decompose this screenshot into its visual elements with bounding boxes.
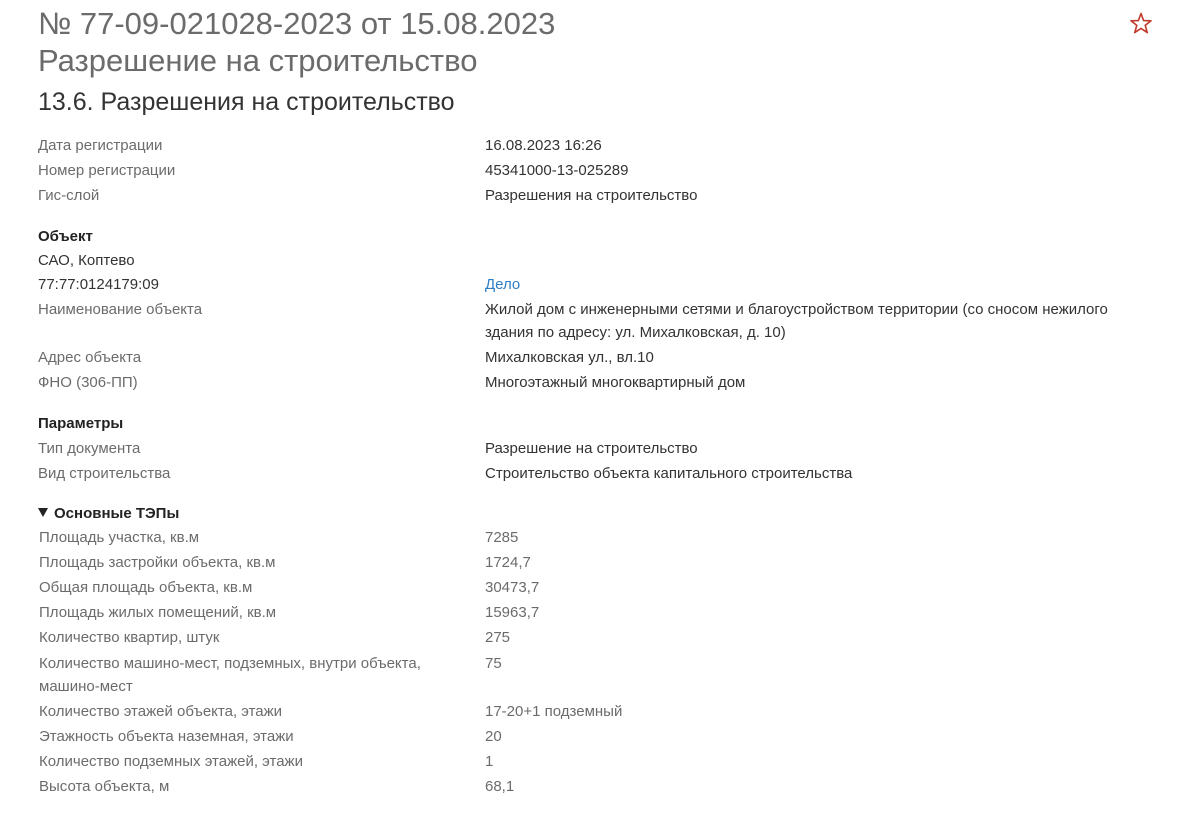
field-value: 45341000-13-025289 (485, 162, 629, 179)
field-value: 16.08.2023 16:26 (485, 137, 602, 154)
field-value: Разрешение на строительство (485, 440, 698, 457)
tep-value: 15963,7 (485, 604, 540, 621)
triangle-down-icon (38, 508, 48, 517)
case-link[interactable]: Дело (485, 276, 521, 293)
tep-label: Высота объекта, м (39, 778, 170, 795)
field-value: Жилой дом с инженерными сетями и благоустройством территории (со сносом нежилого здания по адресу: ул. Михалковская, д. 10) (485, 301, 1108, 341)
field-value: Многоэтажный многоквартирный дом (485, 374, 746, 391)
tep-value: 1724,7 (485, 554, 531, 571)
field-label: Номер регистрации (38, 162, 176, 179)
tep-label: Площадь участка, кв.м (39, 529, 200, 546)
cadastral-number: 77:77:0124179:09 (38, 276, 159, 293)
favorite-button[interactable] (1128, 11, 1154, 37)
field-label: ФНО (306-ПП) (38, 374, 138, 391)
document-category-title: 13.6. Разрешения на строительство (38, 88, 455, 116)
field-label: Адрес объекта (38, 349, 142, 366)
tep-label: Количество подземных этажей, этажи (39, 753, 303, 770)
star-outline-icon (1128, 11, 1154, 37)
tep-label: Этажность объекта наземная, этажи (39, 728, 294, 745)
field-value: Михалковская ул., вл.10 (485, 349, 654, 366)
field-label: Наименование объекта (38, 301, 203, 318)
object-district: САО, Коптево (38, 252, 135, 269)
tep-value: 20 (485, 728, 502, 745)
tep-label: Количество этажей объекта, этажи (39, 703, 283, 720)
tep-label: Площадь жилых помещений, кв.м (39, 604, 277, 621)
document-type-title: Разрешение на строительство (38, 43, 478, 78)
section-heading-object: Объект (38, 228, 93, 245)
tep-value: 7285 (485, 529, 519, 546)
tep-value: 1 (485, 753, 494, 770)
section-heading-params: Параметры (38, 415, 124, 432)
tep-value: 30473,7 (485, 579, 540, 596)
tep-label: Площадь застройки объекта, кв.м (39, 554, 276, 571)
case-link-wrapper (485, 273, 1145, 296)
tep-value: 17-20+1 подземный (485, 703, 623, 720)
tep-section-toggle[interactable] (38, 504, 179, 524)
tep-label: Количество квартир, штук (39, 629, 220, 646)
field-value: Строительство объекта капитального строительства (485, 465, 853, 482)
field-label: Тип документа (38, 440, 141, 457)
tep-label: Общая площадь объекта, кв.м (39, 579, 253, 596)
field-label: Гис-слой (38, 187, 100, 204)
tep-label: Количество машино-мест, подземных, внутри объекта, машино-мест (39, 655, 421, 695)
field-label: Вид строительства (38, 465, 171, 482)
tep-value: 75 (485, 655, 502, 672)
field-label: Дата регистрации (38, 137, 163, 154)
tep-value: 275 (485, 629, 511, 646)
tep-value: 68,1 (485, 778, 515, 795)
field-value: Разрешения на строительство (485, 187, 698, 204)
section-heading-tep: Основные ТЭПы (54, 505, 180, 522)
document-number-title: № 77-09-021028-2023 от 15.08.2023 (38, 6, 556, 41)
